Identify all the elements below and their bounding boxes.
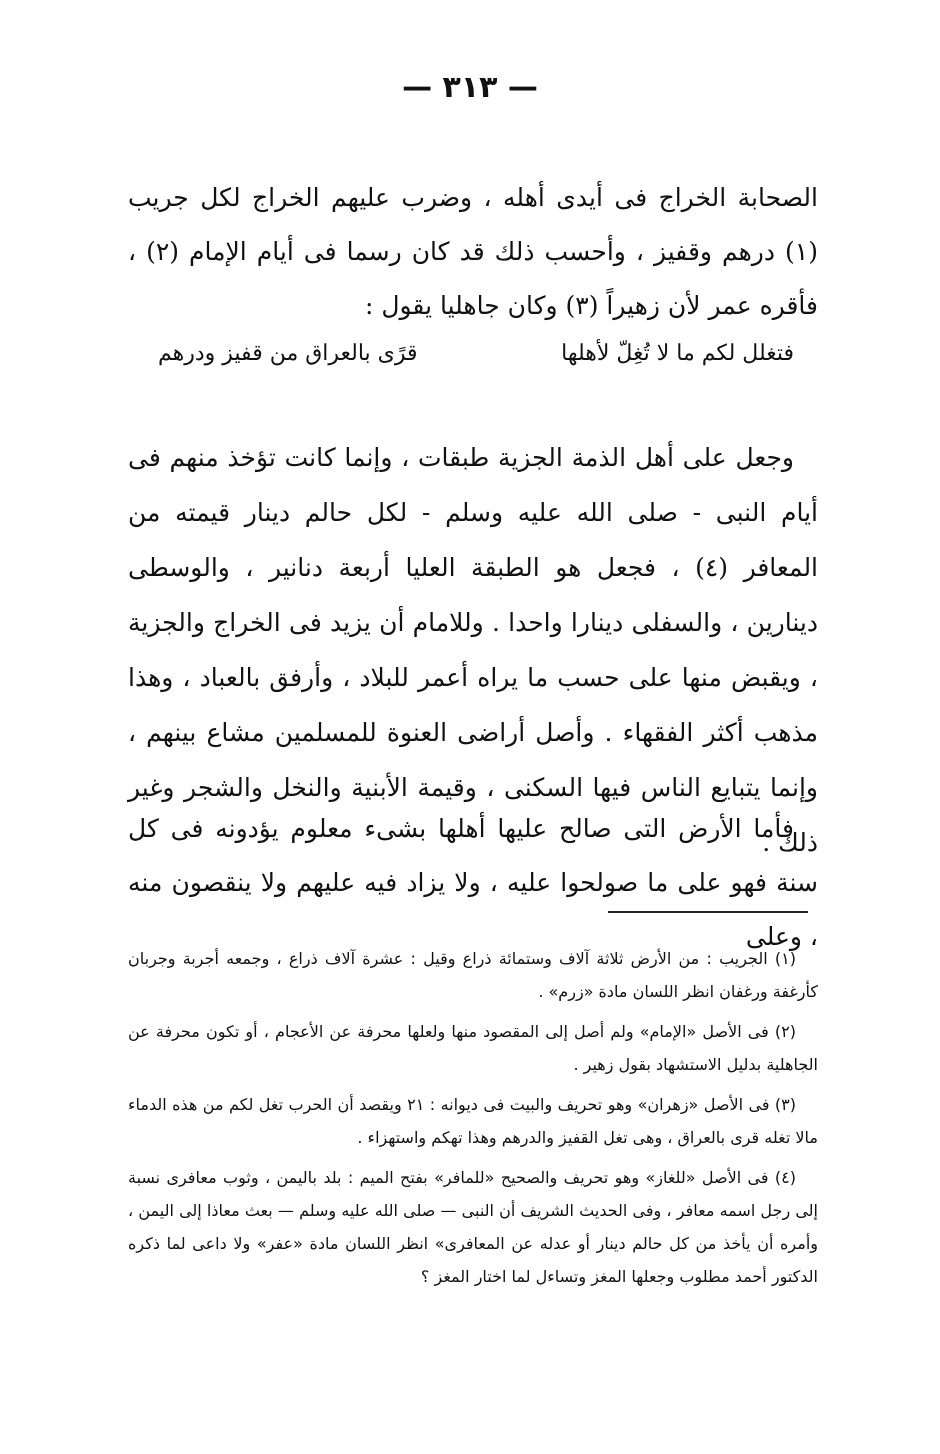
page-number: — ٣١٣ — [402, 70, 538, 105]
poetry-verse [158, 330, 794, 378]
footnote-3: (٣) فى الأصل «زهران» وهو تحريف والبيت فى ديوانه : ٢١ ويقصد أن الحرب تغل لكم من هذه الدماء مالا تغله قرى بالعراق ، وهى تغل القفيز والدرهم وهذا تهكم واستهزاء . [128, 1095, 818, 1147]
verse-first-hemistich: فتغلل لكم ما لا تُغِلّ لأهلها [561, 341, 794, 366]
paragraph-1: الصحابة الخراج فى أيدى أهله ، وضرب عليهم الخراج لكل جريب (١) درهم وقفيز ، وأحسب ذلك قد كان رسما فى أيام الإمام (٢) ، فأقره عمر لأن زهيراً (٣) وكان جاهليا يقول : [128, 183, 818, 320]
paragraph-2: وجعل على أهل الذمة الجزية طبقات ، وإنما كانت تؤخذ منهم فى أيام النبى - صلى الله عليه وسلم - لكل حالم دينار قيمته من المعافر (٤) ، فجعل هو الطبقة العليا أربعة دنانير ، والوسطى دينارين ، والسفلى دينارا واحدا . وللامام أن يزيد فى الخراج والجزية ، ويقبض منها على حسب ما يراه أعمر للبلاد ، وأرفق بالعباد ، وهذا مذهب أكثر الفقهاء . وأصل أراضى العنوة للمسلمين مشاع بينهم ، وإنما يتبايع الناس فيها السكنى ، وقيمة الأبنية والنخل والشجر وغير ذلك . [128, 443, 819, 857]
footnote-2: (٢) فى الأصل «الإمام» ولم أصل إلى المقصود منها ولعلها محرفة عن الأعجام ، أو تكون محرفة عن الجاهلية بدليل الاستشهاد بقول زهير . [128, 1022, 818, 1074]
footnote-separator [608, 911, 808, 913]
footnote-4: (٤) فى الأصل «للغاز» وهو تحريف والصحيح «للمافر» بفتح الميم : بلد باليمن ، وثوب معافرى نسبة إلى رجل اسمه معافر ، وفى الحديث الشريف أن النبى — صلى الله عليه وسلم — بعث معاذا إلى اليمن ، وأمره أن يأخذ من كل حالم دينار أو عدله عن المعافرى» انظر اللسان مادة «عفر» ولا داعى لما ذكره الدكتور أحمد مطلوب وجعلها المغز وتساءل لما اختار المغز ؟ [128, 1168, 818, 1286]
footnote-1: (١) الجريب : من الأرض ثلاثة آلاف وستمائة ذراع وقيل : عشرة آلاف ذراع ، وجمعه أجربة وجربان كأرغفة ورغفان انظر اللسان مادة «زرم» . [128, 949, 818, 1001]
verse-second-hemistich: قرًى بالعراق من قفيز ودرهم [158, 341, 418, 366]
paragraph-3: فأما الأرض التى صالح عليها أهلها بشىء معلوم يؤدونه فى كل سنة فهو على ما صولحوا عليه ، ولا يزاد فيه عليهم ولا ينقصون منه ، وعلى [128, 814, 818, 951]
footnotes [128, 942, 818, 1300]
